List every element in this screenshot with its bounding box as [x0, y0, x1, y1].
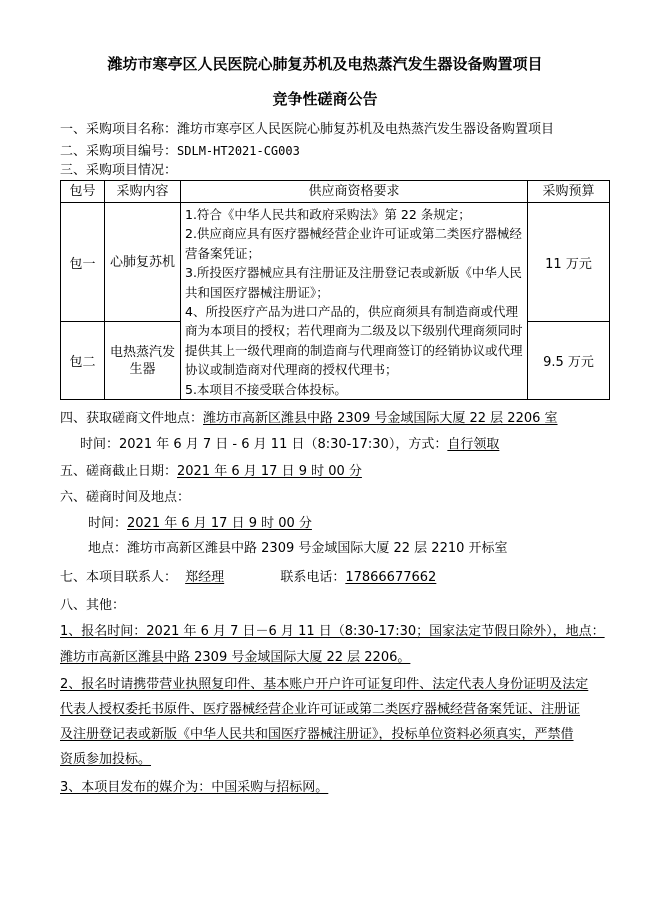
- package-cell: 包二: [61, 322, 105, 400]
- pickup-method-value: 自行领取: [447, 437, 500, 452]
- content-cell: 心肺复苏机: [105, 203, 181, 322]
- column-header-content: 采购内容: [105, 181, 181, 203]
- consultation-time-label: 时间：: [88, 516, 128, 531]
- registration-docs-line: 及注册登记表或新版《中华人民共和国医疗器械注册证》，投标单位资料必须真实，严禁借: [60, 727, 574, 742]
- procurement-table: [60, 180, 610, 400]
- consultation-time-row: [88, 516, 312, 532]
- registration-docs-line: 资质参加投标。: [60, 752, 152, 767]
- registration-time-line: 1、报名时间：2021 年 6 月 7 日－6 月 11 日（8:30-17:30；国家法定节假日除外），地点：: [60, 624, 605, 639]
- project-info-label: 三、采购项目情况：: [60, 163, 178, 178]
- project-name-value: 潍坊市寒亭区人民医院心肺复苏机及电热蒸汽发生器设备购置项目: [177, 122, 555, 137]
- document-title: 潍坊市寒亭区人民医院心肺复苏机及电热蒸汽发生器设备购置项目: [107, 55, 543, 73]
- table-header-row: [61, 181, 610, 203]
- contact-label: 七、本项目联系人：: [60, 570, 178, 585]
- project-name-label: 一、采购项目名称：: [60, 122, 178, 137]
- contact-row: [60, 570, 436, 586]
- deadline-label: 五、磋商截止日期：: [60, 464, 178, 479]
- requirement-item: 1.符合《中华人民共和政府采购法》第 22 条规定；: [185, 207, 471, 222]
- consultation-label: 六、磋商时间及地点：: [60, 490, 191, 505]
- contact-person: 郑经理: [185, 570, 225, 585]
- deadline-row: [60, 464, 362, 480]
- requirement-item: 4、所投医疗产品为进口产品的，供应商须具有制造商或代理商为本项目的授权；若代理商为二级及以下级别代理商须同时提供其上一级代理商的制造商与代理商签订的经销协议或代理协议或制造商对代理商的授权代理书；: [185, 304, 523, 378]
- project-name-row: [60, 122, 554, 138]
- document-pickup-location: 潍坊市高新区潍县中路 2309 号金域国际大厦 22 层 2206 室: [203, 411, 558, 426]
- publication-media-line: 3、本项目发布的媒介为：中国采购与招标网。: [60, 780, 329, 795]
- consultation-place-row: [88, 541, 508, 557]
- pickup-time-value: 2021 年 6 月 7 日 - 6 月 11 日（8:30-17:30），: [119, 437, 409, 452]
- document-pickup-time-row: [80, 437, 499, 453]
- project-code-row: [60, 143, 300, 160]
- other-label: 八、其他：: [60, 598, 126, 613]
- requirement-item: 2.供应商应具有医疗器械经营企业许可证或第二类医疗器械经营备案凭证；: [185, 226, 522, 261]
- budget-cell: 9.5 万元: [528, 322, 610, 400]
- pickup-time-label: 时间：: [80, 437, 120, 452]
- table-row: [61, 203, 610, 322]
- content-cell: 电热蒸汽发生器: [105, 322, 181, 400]
- column-header-budget: 采购预算: [528, 181, 610, 203]
- registration-docs-line: 2、报名时请携带营业执照复印件、基本账户开户许可证复印件、法定代表人身份证明及法定: [60, 677, 589, 692]
- deadline-value: 2021 年 6 月 17 日 9 时 00 分: [177, 464, 362, 479]
- document-pickup-label: 四、获取磋商文件地点：: [60, 411, 204, 426]
- column-header-package: 包号: [61, 181, 105, 203]
- project-code-value: SDLM-HT2021-CG003: [177, 144, 300, 158]
- package-cell: 包一: [61, 203, 105, 322]
- requirement-item: 5.本项目不接受联合体投标。: [185, 381, 347, 397]
- document-pickup-row: [60, 411, 558, 427]
- requirement-item: 3.所投医疗器械应具有注册证及注册登记表或新版《中华人民共和国医疗器械注册证》；: [185, 265, 522, 300]
- document-subtitle: 竞争性磋商公告: [272, 90, 378, 108]
- registration-place-line: 潍坊市高新区潍县中路 2309 号金域国际大厦 22 层 2206。: [60, 650, 411, 665]
- pickup-method-label: 方式：: [408, 437, 448, 452]
- phone-label: 联系电话：: [280, 570, 346, 585]
- registration-docs-line: 代表人授权委托书原件、医疗器械经营企业许可证或第二类医疗器械经营备案凭证、注册证: [60, 702, 581, 717]
- consultation-place-label: 地点：: [88, 541, 128, 556]
- project-code-label: 二、采购项目编号：: [60, 144, 178, 159]
- column-header-requirements: 供应商资格要求: [181, 181, 528, 203]
- consultation-time-value: 2021 年 6 月 17 日 9 时 00 分: [127, 516, 312, 531]
- budget-cell: 11 万元: [528, 203, 610, 322]
- consultation-place-value: 潍坊市高新区潍县中路 2309 号金域国际大厦 22 层 2210 开标室: [127, 541, 508, 556]
- phone-value: 17866677662: [345, 570, 437, 585]
- requirements-cell: [181, 203, 528, 400]
